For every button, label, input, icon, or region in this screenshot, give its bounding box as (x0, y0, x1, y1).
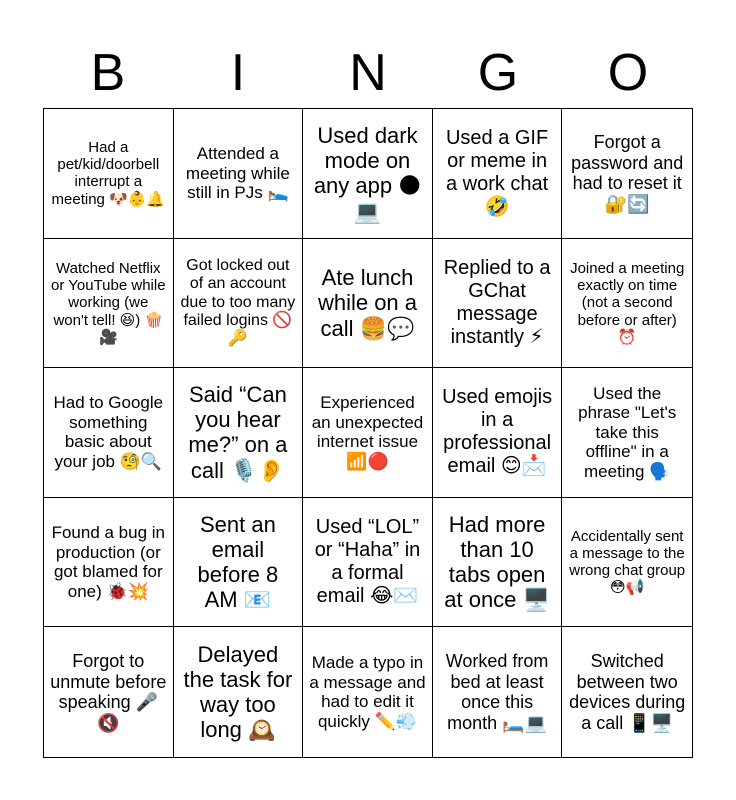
bingo-cell[interactable] (433, 627, 563, 757)
header-letter-b: B (90, 44, 126, 102)
cell-text: Had more than 10 tabs open at once 🖥️ (444, 511, 550, 613)
bingo-cell[interactable] (303, 498, 433, 628)
bingo-cell[interactable] (433, 498, 563, 628)
header-letter-i: I (230, 44, 246, 102)
cell-text: Forgot a password and had to reset it 🔐🔄 (571, 131, 684, 214)
bingo-cell[interactable] (562, 368, 692, 498)
cell-text: Forgot to unmute before speaking 🎤🔇 (50, 650, 167, 733)
bingo-cell[interactable] (303, 109, 433, 239)
bingo-cell[interactable] (44, 109, 174, 239)
cell-text: Made a typo in a message and had to edit it quickly ✏️💨 (309, 653, 426, 731)
cell-text: Worked from bed at least once this month 🛏️💻 (445, 650, 549, 733)
bingo-cell[interactable] (562, 239, 692, 369)
header-letter-o: O (607, 44, 649, 102)
bingo-cell[interactable] (44, 627, 174, 757)
bingo-header (43, 38, 693, 108)
bingo-cell[interactable] (44, 498, 174, 628)
cell-text: Accidentally sent a message to the wrong chat group😳📢 (569, 527, 686, 597)
bingo-cell[interactable] (562, 498, 692, 628)
cell-text: Found a bug in production (or got blamed for one) 🐞💥 (51, 523, 165, 601)
cell-text: Used the phrase "Let's take this offline" in a meeting 🗣️ (578, 383, 677, 481)
bingo-cell[interactable] (303, 239, 433, 369)
cell-text: Got locked out of an account due to too many failed logins 🚫🔑 (180, 256, 296, 348)
bingo-cell[interactable] (433, 239, 563, 369)
bingo-cell[interactable] (303, 627, 433, 757)
bingo-cell[interactable] (174, 109, 304, 239)
bingo-cell[interactable] (44, 368, 174, 498)
cell-text: Ate lunch while on a call 🍔💬 (317, 264, 418, 341)
cell-text: Attended a meeting while still in PJs 🛌 (185, 143, 290, 203)
cell-text: Had to Google something basic about your job 🧐🔍 (53, 393, 164, 472)
cell-text: Sent an email before 8 AM 📧 (197, 511, 279, 613)
cell-text: Switched between two devices during a call 📱🖥️ (569, 650, 686, 733)
bingo-cell[interactable] (174, 498, 304, 628)
cell-text: Delayed the task for way too long 🕰️ (183, 641, 293, 743)
bingo-cell[interactable] (433, 109, 563, 239)
bingo-cell[interactable] (433, 368, 563, 498)
cell-text: Used dark mode on any app 🌑💻 (313, 122, 422, 224)
bingo-cell[interactable] (174, 239, 304, 369)
header-letter-g: G (477, 44, 519, 102)
bingo-cell[interactable] (562, 627, 692, 757)
bingo-cell[interactable] (174, 368, 304, 498)
cell-text: Used emojis in a professional email 😊📩 (442, 386, 553, 478)
bingo-cell[interactable] (44, 239, 174, 369)
bingo-cell[interactable] (303, 368, 433, 498)
cell-text: Had a pet/kid/doorbell interrupt a meeting 🐶👶🔔 (51, 138, 166, 208)
cell-text: Used a GIF or meme in a work chat 🤣 (445, 127, 549, 219)
header-letter-n: N (349, 44, 387, 102)
cell-text: Replied to a GChat message instantly ⚡ (443, 256, 551, 348)
bingo-cell[interactable] (562, 109, 692, 239)
cell-text: Used “LOL” or “Haha” in a formal email 😂✉️ (314, 516, 421, 608)
cell-text: Joined a meeting exactly on time (not a second before or after) ⏰ (570, 259, 685, 346)
bingo-cell[interactable] (174, 627, 304, 757)
bingo-board (43, 108, 693, 758)
cell-text: Watched Netflix or YouTube while working (we won't tell! 😆) 🍿🎥 (51, 259, 166, 346)
cell-text: Experienced an unexpected internet issue 📶🔴 (311, 393, 424, 472)
cell-text: Said “Can you hear me?” on a call 🎙️👂 (188, 381, 288, 483)
